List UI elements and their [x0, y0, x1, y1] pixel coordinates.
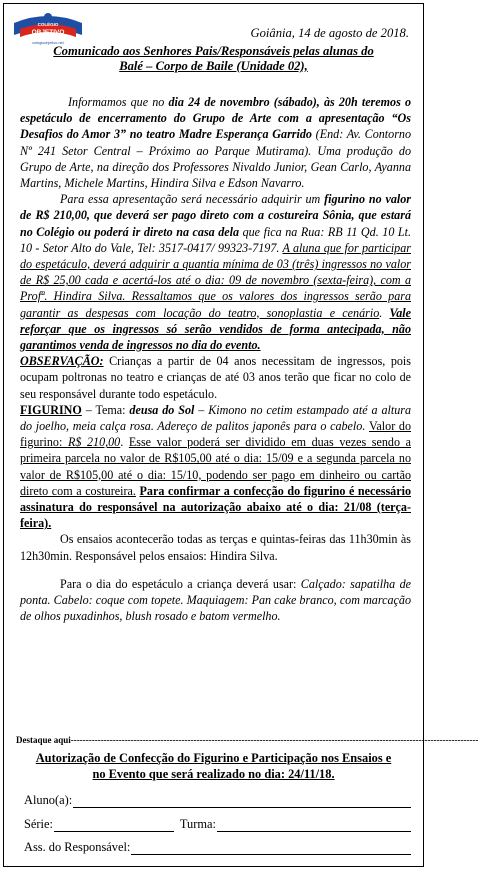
- paragraph-announcement: [20, 94, 411, 191]
- paragraph-observation: [20, 353, 411, 402]
- title-line-2: Balé – Corpo de Baile (Unidade 02),: [119, 59, 308, 73]
- costume-theme: deusa do Sol: [129, 402, 195, 417]
- document-page: [3, 3, 478, 867]
- guardian-signature-line[interactable]: [131, 842, 411, 855]
- grade-line[interactable]: [54, 819, 174, 832]
- rehearsals-text: Os ensaios acontecerão todas as terças e quintas-feiras das 11h30min às 12h30min. Responsável pelos ensaios: Hindira Silva.: [20, 532, 411, 563]
- p1-text-3: (End: Av. Contorno Nº 241 Setor Central – Próximo ao Parque Mutirama). Uma produção do Grupo de Arte, na direção dos Professores Nivaldo Junior, Gean Carlo, Ayanna Martins, Michele Martins, Hindira Silva e Edson Navarro.: [20, 127, 411, 191]
- authorization-title-line-1: Autorização de Confecção do Figurino e Participação nos Ensaios e: [35, 751, 392, 765]
- spacer: [20, 564, 411, 576]
- guardian-signature-label: Ass. do Responsável:: [24, 840, 131, 854]
- logo-text-2: OBJETIVO: [31, 29, 65, 36]
- costume-sep: .: [120, 435, 129, 450]
- student-name-line[interactable]: [73, 795, 411, 808]
- student-name-field[interactable]: [24, 793, 411, 808]
- guardian-signature-field[interactable]: [24, 840, 411, 855]
- document-body: [20, 94, 411, 625]
- paragraph-show-day: [20, 576, 411, 625]
- costume-text-1: – Tema:: [81, 402, 130, 417]
- show-day-text-1: Para o dia do espetáculo a criança deverá usar:: [60, 576, 301, 591]
- show-day-attire: Calçado: sapatilha de ponta. Cabelo: coque com topete. Maquiagem: Pan cake branco, com marcação de olhos puxadinhos, blush rosado e batom vermelho.: [20, 576, 411, 624]
- costume-label: FIGURINO: [20, 402, 82, 417]
- student-name-label: Aluno(a):: [24, 793, 73, 807]
- logo-text-1: COLÉGIO: [37, 22, 59, 27]
- p1-text-bold: dia 24 de novembro (sábado), às 20h teremos o espetáculo de encerramento do Grupo de Arte com a apresentação “Os Desafios do Amor 3” no teatro Madre Esperança Garrido: [20, 95, 411, 142]
- costume-price-label: Valor do figurino:: [20, 419, 411, 450]
- document-date: Goiânia, 14 de agosto de 2018.: [250, 26, 409, 40]
- paragraph-rehearsals: [20, 531, 411, 563]
- grade-label: Série:: [24, 817, 53, 831]
- class-line[interactable]: [217, 819, 411, 832]
- p2-sep-1: .: [276, 240, 283, 255]
- p2-tickets-underlined: A aluna que for participar do espetáculo, deverá adquirir a quantia mínima de 03 (três) ingressos no valor de R$ 25,00 cada e acertá-los até o dia: 09 de novembro (sexta-feira), com a Profª. Hindira Silva. Ressaltamos que os valores dos ingressos serão para garantir as despesas com locação do teatro, sonoplastia e cenário: [20, 240, 411, 320]
- document-title: [14, 44, 413, 74]
- paragraph-costume: [20, 402, 411, 532]
- detach-line: Destaque aqui----------------------------------------------------------------------------------------------------------------------------------------: [16, 735, 478, 745]
- costume-confirmation: Para confirmar a confecção do figurino é necessário assinatura do responsável na autorização abaixo até o dia: 21/08 (terça-feira).: [20, 483, 411, 531]
- p2-text-bold: figurino no valor de R$ 210,00, que deverá ser pago direto com a costureira Sônia, que estará no Colégio ou poderá ir direto na casa dela: [20, 192, 411, 239]
- class-label: Turma:: [179, 817, 216, 831]
- grade-class-field: [24, 817, 411, 832]
- observation-text: Crianças a partir de 04 anos necessitam de ingressos, pois ocupam poltronas no teatro e crianças de até 03 anos terão que ficar no colo de seu responsável durante todo espetáculo.: [20, 354, 411, 401]
- costume-description: – Kimono no cetim estampado até a altura do joelho, meia calça rosa. Adereço de palitos japonês para o cabelo.: [20, 402, 412, 434]
- p2-address: que fica na Rua: RB 11 Qd. 10 Lt. 10 - Setor Alto do Vale, Tel: 3517-0417/ 99323-7197: [20, 224, 411, 255]
- authorization-title: [18, 750, 409, 782]
- costume-installments: Esse valor poderá ser dividido em duas vezes sendo a primeira parcela no valor de R$105,00 até o dia: 15/09 e a segunda parcela no valor de R$105,00 até o dia: 15/10, podendo ser pago em dinheiro ou cartão direto com a costureira.: [20, 435, 411, 498]
- p1-text-1: Informamos que no: [68, 95, 169, 109]
- costume-price: R$ 210,00: [67, 435, 121, 450]
- p2-sep-2: .: [379, 305, 390, 320]
- logo-text-3: colegioobjetivo.net: [32, 41, 64, 45]
- school-logo: [10, 9, 86, 47]
- authorization-title-line-2: no Evento que será realizado no dia: 24/11/18.: [92, 767, 335, 781]
- observation-label: OBSERVAÇÃO:: [20, 354, 104, 369]
- p2-warning-bold: Vale reforçar que os ingressos só serão vendidos de forma antecipada, não garantimos venda de ingressos no dia do evento.: [20, 305, 412, 353]
- paragraph-costume-tickets: [20, 191, 411, 353]
- title-line-1: Comunicado aos Senhores Pais/Responsáveis pelas alunas do: [53, 44, 374, 58]
- p2-text-1: Para essa apresentação será necessário adquirir um: [60, 192, 325, 207]
